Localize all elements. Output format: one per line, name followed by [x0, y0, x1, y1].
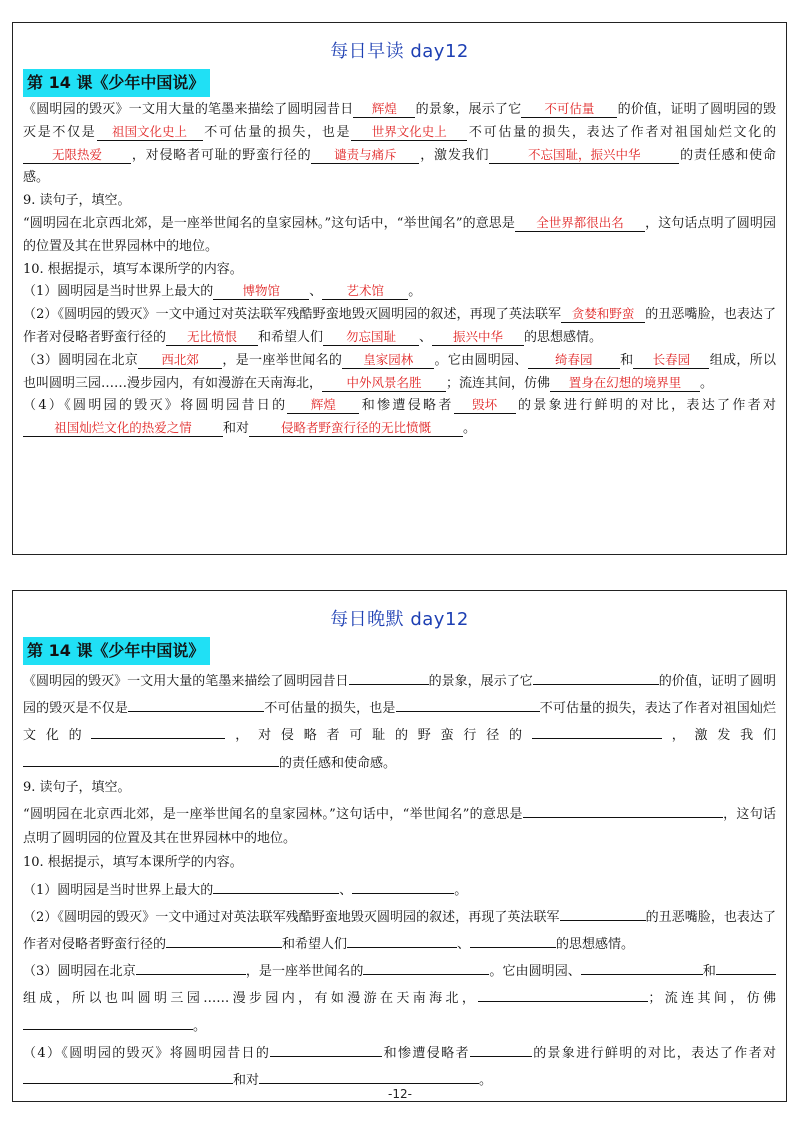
answer-blank: 侵略者野蛮行径的无比愤慨: [249, 419, 463, 437]
question-9-body: [23, 800, 776, 851]
text: ，对侵略者可耻的野蛮行径的: [131, 147, 312, 163]
answer-blank: 祖国灿烂文化的热爱之情: [23, 419, 223, 437]
question-10-item-1: [23, 281, 776, 304]
morning-lesson-heading: 第 14 课《少年中国说》: [23, 69, 210, 97]
answer-blank: 辉煌: [353, 100, 415, 118]
question-10-item-2: [23, 304, 776, 350]
answer-blank: 长春园: [633, 351, 709, 369]
answer-blank: 振兴中华: [432, 328, 524, 346]
fill-blank[interactable]: [533, 667, 659, 685]
fill-blank[interactable]: [478, 984, 648, 1002]
answer-blank: 毁坏: [454, 396, 516, 414]
fill-blank[interactable]: [347, 930, 457, 948]
fill-blank[interactable]: [136, 957, 246, 975]
text: 的价值，证明了圆明园的毁灭是不仅是: [23, 674, 776, 717]
text: 的丑恶嘴脸，也表达了作者对侵略者野蛮行径的: [23, 909, 776, 953]
answer-blank: 博物馆: [213, 282, 309, 300]
text: 的思想感情。: [524, 329, 603, 345]
question-9-body: [23, 213, 776, 259]
text: 不可估量的损失，表达了作者对祖国灿烂文化的: [23, 701, 776, 744]
morning-title: 每日早读 day12: [330, 41, 469, 62]
evening-dictation-panel: [12, 590, 787, 1102]
text: ；流连其间，仿佛: [446, 375, 551, 391]
text: 的景象，展示了它: [415, 102, 522, 117]
fill-blank[interactable]: [91, 721, 225, 739]
text: ，对侵略者可耻的野蛮行径的: [225, 728, 532, 744]
text: （3）圆明园在北京: [23, 352, 139, 368]
text: 。: [454, 882, 468, 898]
fill-blank[interactable]: [396, 694, 540, 712]
text: ，这句话点明了圆明园的位置及其在世界园林中的地位。: [23, 807, 776, 847]
fill-blank[interactable]: [716, 957, 776, 975]
text: ，是一座举世闻名的: [222, 352, 343, 368]
text: ，激发我们: [661, 728, 776, 744]
question-10-heading: 10. 根据提示，填写本课所学的内容。: [23, 855, 243, 871]
evening-content: [23, 667, 776, 1093]
text: 、: [457, 937, 471, 953]
text: 组成，所以也叫圆明三园……漫步园内，有如漫游在天南海北，: [23, 991, 479, 1007]
fill-blank[interactable]: [363, 957, 489, 975]
answer-blank: 世界文化史上: [351, 123, 467, 141]
answer-blank: 无比愤恨: [166, 328, 258, 346]
text: 和惨遭侵略者: [382, 1045, 470, 1061]
morning-content: [23, 99, 776, 441]
text: 组成，所以也叫圆明三园……漫步园内，有如漫游在天南海北，: [23, 352, 776, 391]
text: ，这句话点明了圆明园的位置及其在世界园林中的地位。: [23, 215, 776, 254]
fill-blank[interactable]: [166, 930, 282, 948]
page-number: -12-: [388, 1087, 412, 1101]
text: 。: [193, 1018, 207, 1034]
question-10-item-4: [23, 395, 776, 441]
fill-blank[interactable]: [581, 957, 703, 975]
text: ，是一座举世闻名的: [245, 964, 364, 980]
text: （2）《圆明园的毁灭》一文中通过对英法联军残酷野蛮地毁灭圆明园的叙述，再现了英法联军: [23, 307, 562, 323]
text: 的景象进行鲜明的对比，表达了作者对: [531, 1045, 776, 1061]
text: 。: [700, 375, 714, 391]
text: 不可估量的损失，表达了作者对祖国灿烂文化的: [467, 124, 776, 140]
fill-blank[interactable]: [470, 930, 556, 948]
text: （4）《圆明园的毁灭》将圆明园昔日的: [23, 398, 288, 414]
text: 的责任感和使命感。: [279, 755, 397, 771]
answer-blank: 谴责与痛斥: [311, 146, 419, 164]
morning-reading-panel: [12, 22, 787, 555]
question-9-heading: 9. 读句子，填空。: [23, 193, 131, 209]
text: 和: [702, 964, 716, 980]
answer-blank: 祖国文化史上: [97, 123, 203, 141]
text: 、: [309, 284, 323, 300]
text: （1）圆明园是当时世界上最大的: [23, 284, 214, 300]
answer-blank: 贪婪和野蛮: [561, 305, 645, 323]
answer-blank: 不可估量: [521, 100, 617, 118]
text: （3）圆明园在北京: [23, 964, 136, 980]
evening-paragraph-1: [23, 667, 776, 776]
text: （4）《圆明园的毁灭》将圆明园昔日的: [23, 1045, 271, 1061]
answer-blank: 艺术馆: [322, 282, 408, 300]
text: 。: [463, 421, 477, 437]
fill-blank[interactable]: [23, 1012, 193, 1030]
answer-blank: 置身在幻想的境界里: [550, 374, 700, 392]
text: 和希望人们: [258, 329, 324, 345]
text: 。它由圆明园、: [434, 352, 528, 368]
question-10-heading: 10. 根据提示，填写本课所学的内容。: [23, 261, 243, 277]
text: 的景象，展示了它: [428, 674, 533, 689]
text: ；流连其间，仿佛: [648, 991, 776, 1007]
answer-blank: 无限热爱: [23, 146, 131, 164]
text: 。: [479, 1073, 493, 1089]
text: 。它由圆明园、: [489, 964, 581, 980]
text: 和对: [233, 1073, 260, 1089]
answer-blank: 不忘国耻，振兴中华: [489, 146, 679, 164]
fill-blank[interactable]: [352, 876, 454, 894]
answer-blank: 西北郊: [138, 351, 222, 369]
question-9-heading: 9. 读句子，填空。: [23, 779, 131, 795]
text: 和: [619, 352, 634, 368]
morning-paragraph-1: [23, 99, 776, 190]
fill-blank[interactable]: [23, 1066, 233, 1084]
text: 。: [408, 284, 422, 300]
text: 和希望人们: [282, 937, 348, 953]
text: ，激发我们: [419, 147, 490, 163]
fill-blank[interactable]: [213, 876, 339, 894]
text: 、: [339, 882, 353, 898]
text: 的价值，证明了圆明园的毁灭是不仅是: [23, 102, 776, 140]
text: 的思想感情。: [556, 937, 635, 953]
fill-blank[interactable]: [270, 1039, 382, 1057]
text: 不可估量的损失，也是: [202, 124, 352, 140]
answer-blank: 辉煌: [287, 396, 359, 414]
fill-blank[interactable]: [470, 1039, 532, 1057]
answer-blank: 勿忘国耻: [323, 328, 419, 346]
text: 《圆明园的毁灭》一文用大量的笔墨来描绘了圆明园昔日: [23, 102, 354, 117]
fill-blank[interactable]: [560, 903, 646, 921]
question-10-item-4: [23, 1039, 776, 1093]
fill-blank[interactable]: [349, 667, 429, 685]
text: 的责任感和使命感。: [23, 147, 776, 186]
answer-blank: 中外风景名胜: [322, 374, 446, 392]
text: 和惨遭侵略者: [359, 398, 454, 414]
text: 《圆明园的毁灭》一文用大量的笔墨来描绘了圆明园昔日: [23, 674, 349, 689]
question-10-item-3: [23, 350, 776, 396]
text: 、: [419, 329, 433, 345]
answer-blank: 绮春园: [528, 351, 620, 369]
text: “圆明园在北京西北郊，是一座举世闻名的皇家园林。”这句话中，“举世闻名”的意思是: [23, 215, 515, 231]
text: （2）《圆明园的毁灭》一文中通过对英法联军残酷野蛮地毁灭圆明园的叙述，再现了英法联军: [23, 909, 560, 925]
text: 的景象进行鲜明的对比，表达了作者对: [515, 398, 776, 414]
evening-title: 每日晚默 day12: [330, 609, 469, 630]
text: “圆明园在北京西北郊，是一座举世闻名的皇家园林。”这句话中，“举世闻名”的意思是: [23, 807, 523, 823]
question-10-item-2: [23, 903, 776, 957]
evening-lesson-heading: 第 14 课《少年中国说》: [23, 637, 210, 665]
text: 和对: [223, 421, 250, 437]
text: 不可估量的损失，也是: [264, 701, 396, 717]
question-10-item-1: [23, 876, 776, 903]
answer-blank: 皇家园林: [342, 351, 434, 369]
fill-blank[interactable]: [523, 800, 723, 818]
text: （1）圆明园是当时世界上最大的: [23, 882, 214, 898]
fill-blank[interactable]: [128, 694, 264, 712]
fill-blank[interactable]: [23, 749, 279, 767]
text: 的丑恶嘴脸，也表达了作者对侵略者野蛮行径的: [23, 307, 776, 345]
question-10-item-3: [23, 957, 776, 1039]
fill-blank[interactable]: [532, 721, 662, 739]
answer-blank: 全世界都很出名: [515, 214, 645, 232]
fill-blank[interactable]: [259, 1066, 479, 1084]
